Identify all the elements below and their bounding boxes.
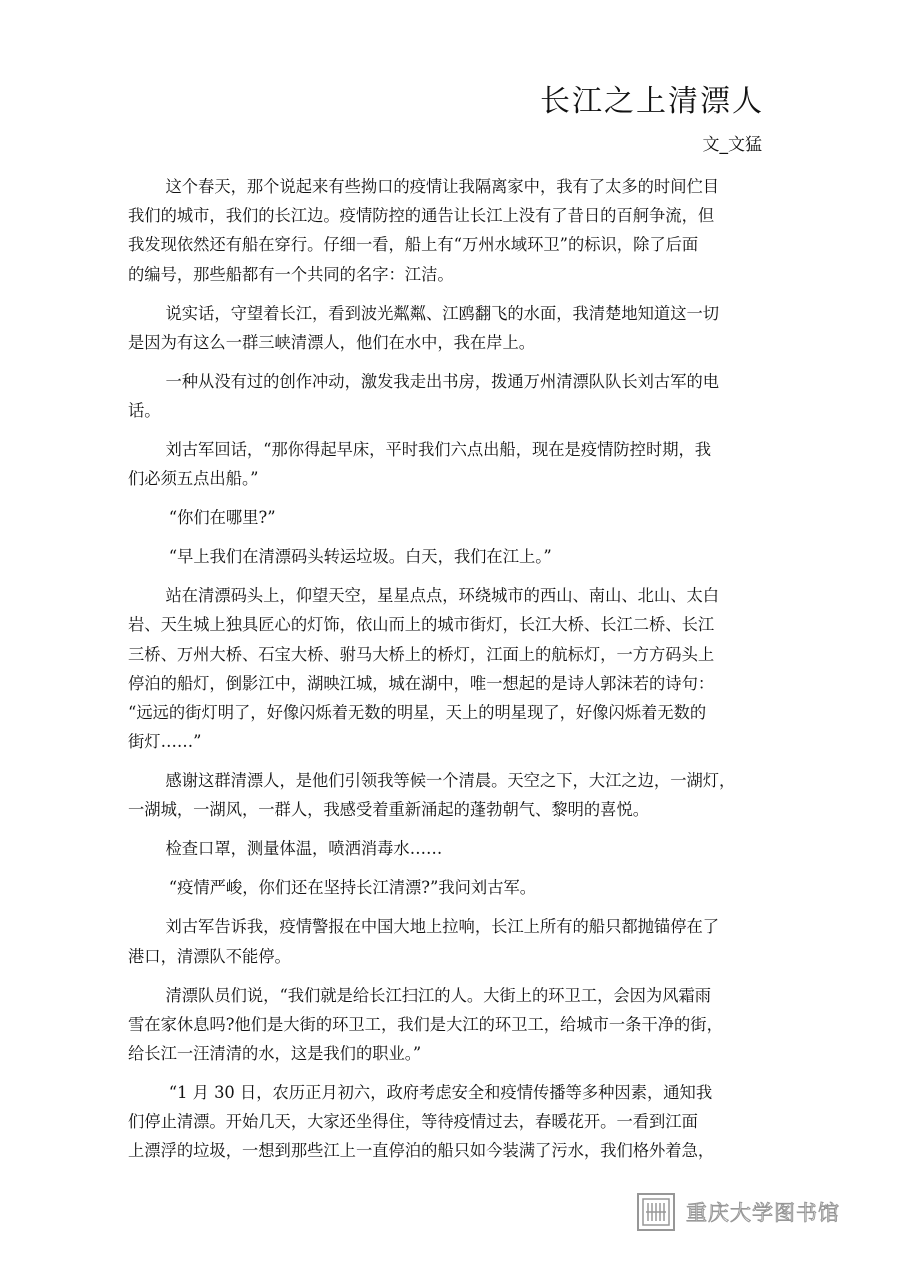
- watermark-text: 重庆大学图书馆: [686, 1201, 840, 1225]
- paragraph: “疫情严峻，你们还在坚持长江清漂?”我问刘古军。: [168, 878, 537, 898]
- paragraph: 一种从没有过的创作冲动，激发我走出书房，拨通万州清漂队队长刘古军的电 话。: [128, 371, 720, 421]
- paragraph: 这个春天，那个说起来有些拗口的疫情让我隔离家中，我有了太多的时间伫目 我们的城市，我们的长江边。疫情防控的通告让长江上没有了昔日的百舸争流，但 我发现依然还有船在穿行。仔细一看，船上有“万州水域环卫”的标识，除了后面 的编号，那些船都有一个共同的名字：江洁。: [128, 177, 720, 284]
- paragraph: “早上我们在清漂码头转运垃圾。白天，我们在江上。”: [168, 547, 552, 567]
- paragraph: 站在清漂码头上，仰望天空，星星点点，环绕城市的西山、南山、北山、太白 岩、天生城上独具匠心的灯饰，依山而上的城市街灯，长江大桥、长江二桥、长江 三桥、万州大桥、石宝大桥、驸马大桥上的桥灯，江面上的航标灯，一方方码头上 停泊的船灯，倒影江中，湖映江城，城在湖中，唯一想起的是诗人郭沫若的诗句： “远远的街灯明了，好像闪烁着无数的明星，天上的明星现了，好像闪烁着无数的 街灯……”: [128, 586, 720, 752]
- paragraph: 刘古军告诉我，疫情警报在中国大地上拉响，长江上所有的船只都抛锚停在了 港口，清漂队不能停。: [128, 917, 720, 966]
- paragraph: 说实话，守望着长江，看到波光粼粼、江鸥翻飞的水面，我清楚地知道这一切 是因为有这么一群三峡清漂人，他们在水中，我在岸上。: [128, 303, 720, 352]
- paragraph: 刘古军回话，“那你得起早床，平时我们六点出船，现在是疫情防控时期，我 们必须五点出船。”: [128, 440, 712, 489]
- paragraph: “1 月 30 日，农历正月初六，政府考虑安全和疫情传播等多种因素，通知我 们停止清漂。开始几天，大家还坐得住，等待疫情过去，春暖花开。一看到江面 上漂浮的垃圾，一想到那些江上一直停泊的船只如今装满了污水，我们格外着急，: [128, 1083, 715, 1161]
- article-body: [128, 172, 774, 1175]
- paragraph: “你们在哪里?”: [168, 508, 276, 528]
- article-author: 文_文猛: [702, 135, 762, 155]
- library-watermark: [636, 1192, 840, 1232]
- library-seal-icon: [636, 1192, 676, 1232]
- article-title: 长江之上清漂人: [540, 84, 764, 119]
- paragraph: 感谢这群清漂人，是他们引领我等候一个清晨。天空之下，大江之边，一湖灯， 一湖城，一湖风，一群人，我感受着重新涌起的蓬勃朝气、黎明的喜悦。: [128, 771, 736, 820]
- paragraph: 清漂队员们说，“我们就是给长江扫江的人。大街上的环卫工，会因为风霜雨 雪在家休息吗?他们是大街的环卫工，我们是大江的环卫工，给城市一条干净的街， 给长江一汪清清的水，这是我们的职业。”: [128, 985, 723, 1064]
- paragraph: 检查口罩，测量体温，喷洒消毒水……: [165, 839, 443, 859]
